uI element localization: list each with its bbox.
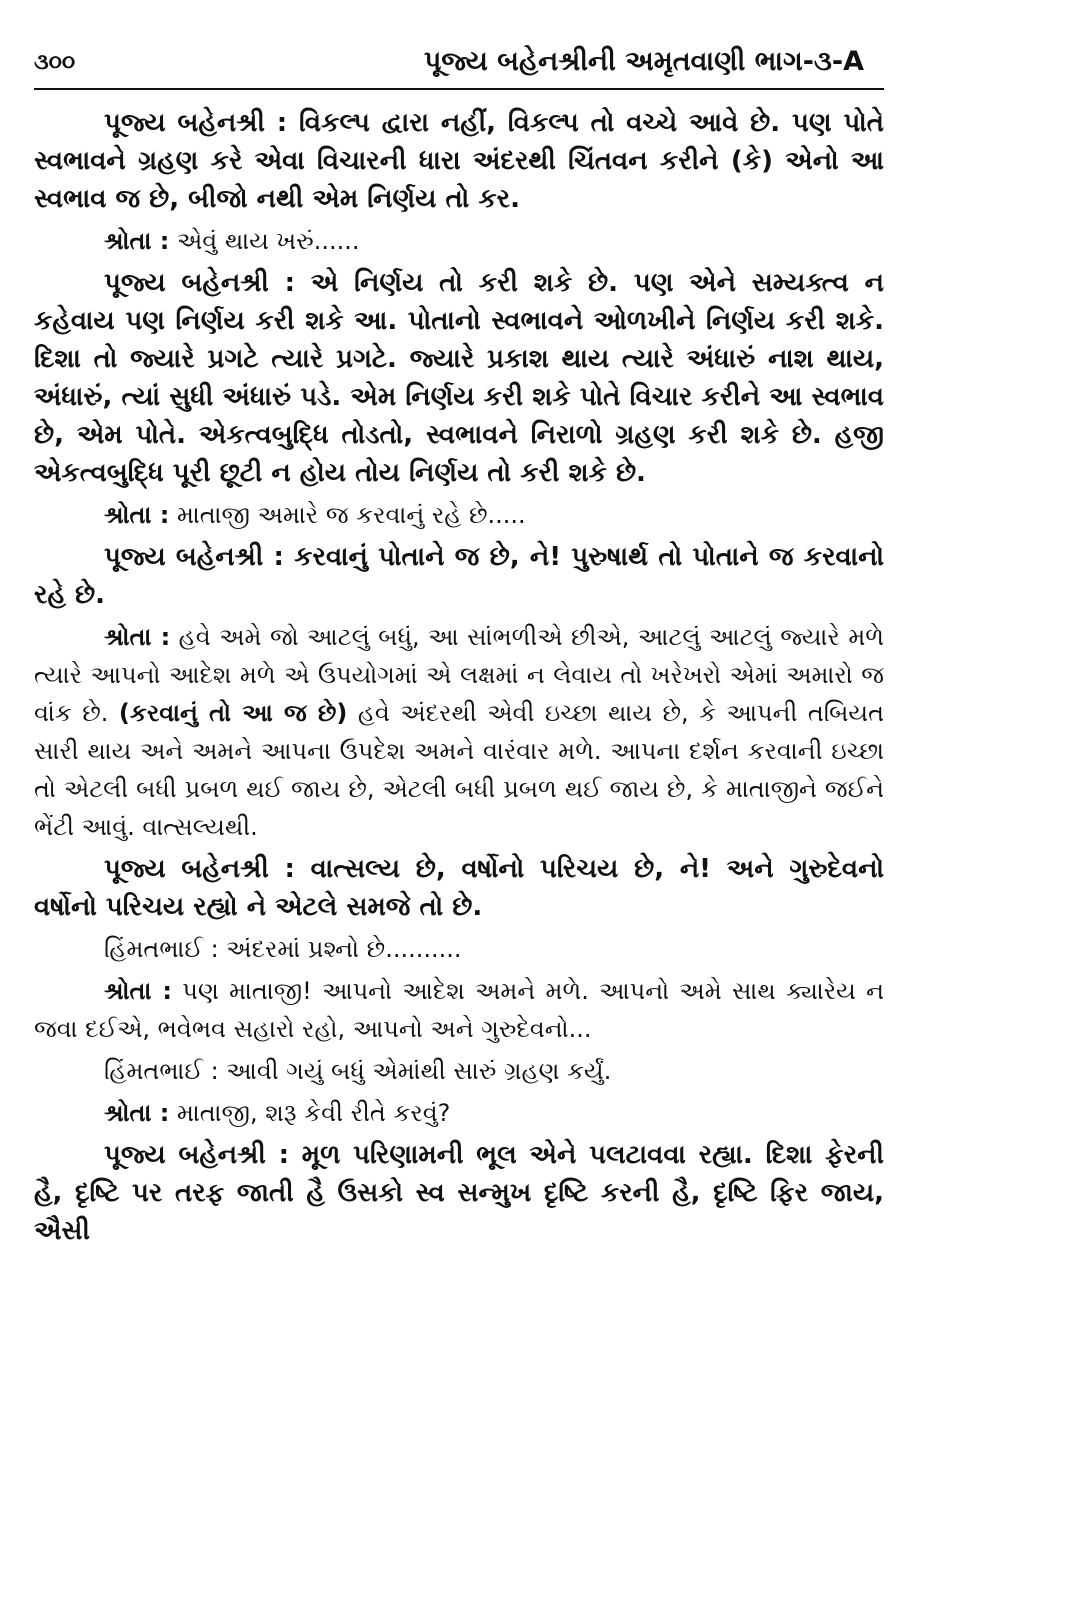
paragraph-12: [34, 1136, 884, 1250]
paragraph-text: એવું થાય ખરું......: [169, 227, 360, 255]
speaker-label: શ્રોતા :: [104, 977, 172, 1005]
paragraph-text: મૂળ પરિણામની ભૂલ એને પલટાવવા રહ્યા. દિશા ફેરની હૈ, દૃષ્ટિ પર તરફ જાતી હૈ ઉસકો સ્વ સન્મુખ દૃષ્ટિ કરની હૈ, દૃષ્ટિ ફિર જાય, ઐસી: [34, 1140, 884, 1246]
paragraph-text: પણ માતાજી! આપનો આદેશ અમને મળે. આપનો અમે સાથ ક્યારેય ન જવા દઈએ, ભવેભવ સહારો રહો, આપનો અને ગુરુદેવનો...: [34, 977, 885, 1043]
paragraph-text: હિંમતભાઈ : અંદરમાં પ્રશ્નો છે..........: [104, 935, 462, 963]
paragraph-text: હવે અંદરથી એવી ઇચ્છા થાય છે, કે આપની તબિયત સારી થાય અને અમને આપના ઉપદેશ અમને વારંવાર મળે. આપના દર્શન કરવાની ઇચ્છા તો એટલી બધી પ્રબળ થઈ જાય છે, એટલી બધી પ્રબળ થઈ જાય છે, કે માતાજીને જઈને ભેંટી આવું. વાત્સલ્યથી.: [34, 699, 884, 841]
running-title: પૂજ્ય બહેનશ્રીની અમૃતવાણી ભાગ-૩-A: [423, 46, 864, 77]
paragraph-text: હિંમતભાઈ : આવી ગયું બધું એમાંથી સારું ગ્રહણ કર્યું.: [104, 1057, 612, 1085]
paragraph-11: [34, 1094, 884, 1132]
paragraph-text: માતાજી, શરૂ કેવી રીતે કરવું?: [169, 1099, 451, 1127]
paragraph-10: [34, 1052, 884, 1090]
paragraph-3: [34, 264, 884, 492]
paragraph-text: કરવાનું પોતાને જ છે, ને! પુરુષાર્થ તો પોતાને જ કરવાનો રહે છે.: [34, 542, 884, 610]
paragraph-1: [34, 104, 884, 218]
speaker-label: પૂજ્ય બહેનશ્રી :: [104, 108, 288, 138]
page-number: ૩૦૦: [34, 50, 76, 75]
paragraph-6: [34, 618, 884, 846]
paragraph-text: હવે અમે જો આટલું બધું, આ સાંભળીએ છીએ, આટલું આટલું જ્યારે મળે ત્યારે આપનો આદેશ મળે એ ઉપયોગમાં એ લક્ષમાં ન લેવાય તો ખરેખરો એમાં અમારો જ વાંક છે.: [34, 623, 885, 727]
speaker-label: શ્રોતા :: [104, 623, 171, 651]
page-body: [34, 104, 884, 1254]
paragraph-text: માતાજી અમારે જ કરવાનું રહે છે.....: [169, 501, 526, 529]
inline-bold-remark: (કરવાનું તો આ જ છે): [118, 699, 348, 727]
paragraph-9: [34, 972, 884, 1048]
paragraph-4: [34, 496, 884, 534]
speaker-label: શ્રોતા :: [104, 1099, 170, 1127]
page-header: [34, 44, 884, 90]
paragraph-5: [34, 538, 884, 614]
speaker-label: પૂજ્ય બહેનશ્રી :: [104, 542, 284, 572]
speaker-label: પૂજ્ય બહેનશ્રી :: [104, 268, 296, 298]
speaker-label: પૂજ્ય બહેનશ્રી :: [104, 1140, 289, 1170]
paragraph-2: [34, 222, 884, 260]
paragraph-text: વિકલ્પ દ્વારા નહીં, વિકલ્પ તો વચ્ચે આવે છે. પણ પોતે સ્વભાવને ગ્રહણ કરે એવા વિચારની ધારા અંદરથી ચિંતવન કરીને (કે) એનો આ સ્વભાવ જ છે, બીજો નથી એમ નિર્ણય તો કર.: [34, 108, 884, 214]
speaker-label: શ્રોતા :: [104, 501, 170, 529]
paragraph-text: એ નિર્ણય તો કરી શકે છે. પણ એને સમ્યક્ત્વ ન કહેવાય પણ નિર્ણય કરી શકે આ. પોતાનો સ્વભાવને ઓળખીને નિર્ણય કરી શકે. દિશા તો જ્યારે પ્રગટે ત્યારે પ્રગટે. જ્યારે પ્રકાશ થાય ત્યારે અંધારું નાશ થાય, અંધારું, ત્યાં સુધી અંધારું પડે. એમ નિર્ણય કરી શકે પોતે વિચાર કરીને આ સ્વભાવ છે, એમ પોતે. એકત્વબુદ્ધિ તોડતો, સ્વભાવને નિરાળો ગ્રહણ કરી શકે છે. હજી એકત્વબુદ્ધિ પૂરી છૂટી ન હોય તોય નિર્ણય તો કરી શકે છે.: [34, 268, 884, 488]
speaker-label: પૂજ્ય બહેનશ્રી :: [104, 854, 295, 884]
paragraph-8: [34, 930, 884, 968]
paragraph-text: વાત્સલ્ય છે, વર્ષોનો પરિચય છે, ને! અને ગુરુદેવનો વર્ષોનો પરિચય રહ્યો ને એટલે સમજે તો છે.: [34, 854, 884, 922]
paragraph-7: [34, 850, 884, 926]
speaker-label: શ્રોતા :: [104, 227, 170, 255]
